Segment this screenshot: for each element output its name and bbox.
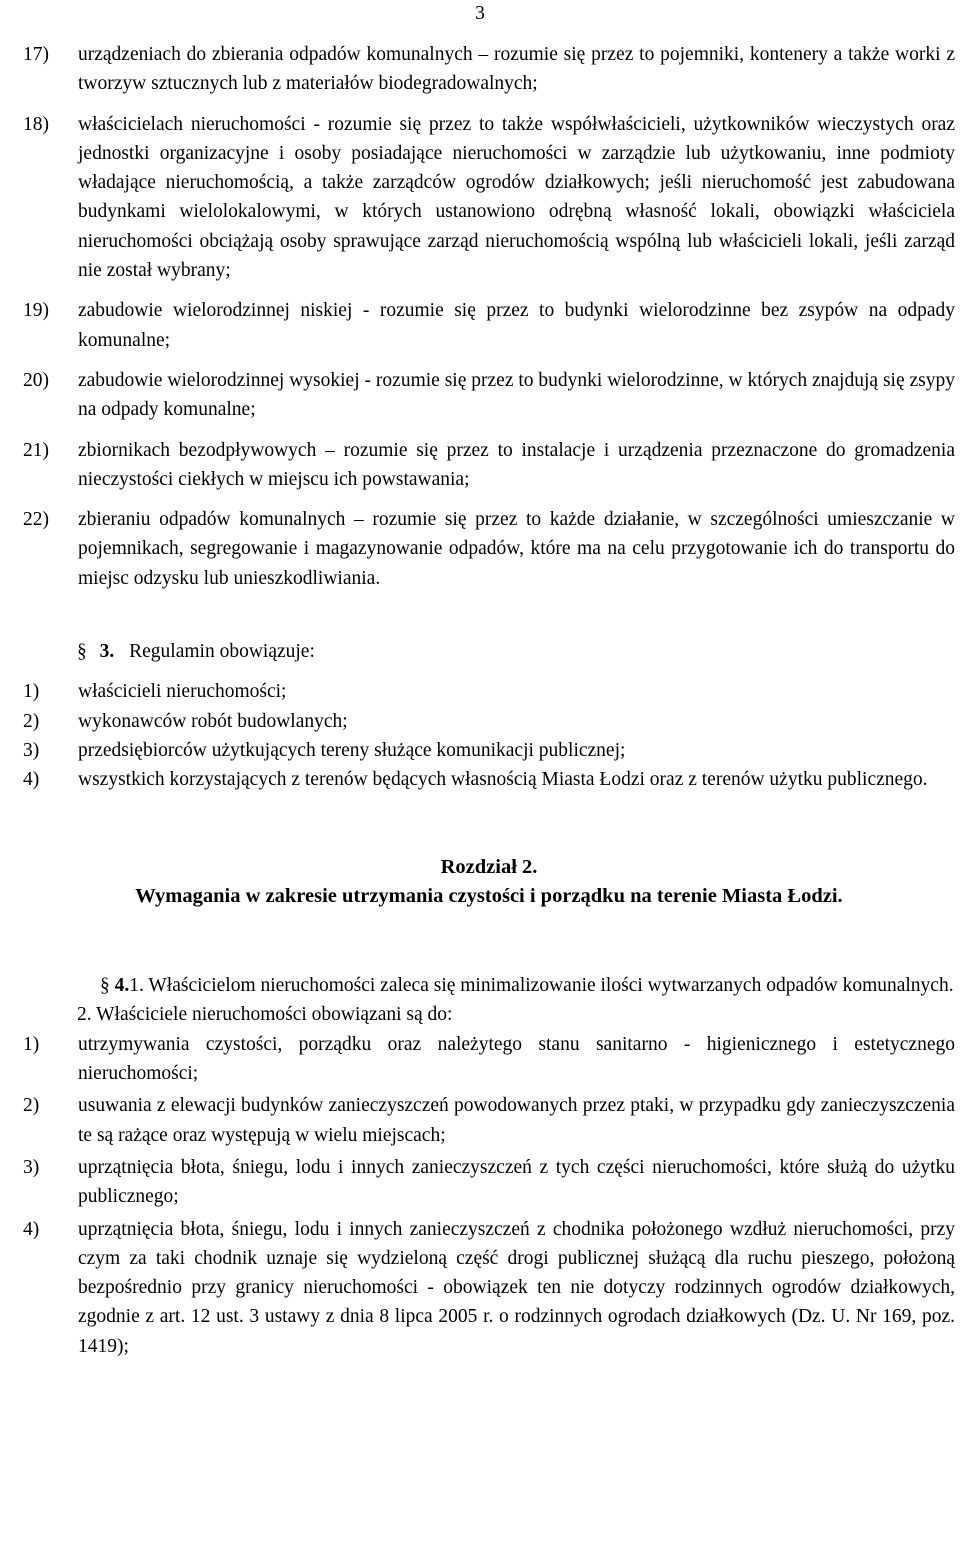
item-number: 22) (23, 509, 49, 531)
item-number: 4) (23, 769, 40, 791)
item-text: właścicieli nieruchomości; (78, 681, 287, 703)
item-number: 1) (23, 1033, 40, 1055)
paragraph-text: Właściciele nieruchomości obowiązani są do: (96, 1004, 453, 1026)
section-4-paragraph-2 (23, 1000, 955, 1029)
chapter-heading (23, 853, 955, 912)
section-title: Regulamin obowiązuje: (129, 641, 315, 663)
item-text: uprzątnięcia błota, śniegu, lodu i innych zanieczyszczeń z tych części nieruchomości, które służą do użytku publicznego; (78, 1156, 955, 1208)
definition-item-22 (23, 505, 955, 593)
item-number: 18) (23, 113, 49, 135)
item-number: 3) (23, 739, 40, 761)
item-number: 2) (23, 710, 40, 732)
item-text: urządzeniach do zbierania odpadów komunalnych – rozumie się przez to pojemniki, kontenery a także worki z tworzyw sztucznych lub z materiałów biodegradowalnych; (78, 44, 955, 95)
paragraph-number: 1. (129, 975, 144, 997)
section-3-list (23, 677, 955, 794)
list-item (23, 1030, 955, 1089)
list-item (23, 736, 955, 765)
item-number: 17) (23, 44, 49, 65)
section-4-paragraph-1 (0, 971, 955, 1000)
section-3-heading (23, 637, 955, 666)
item-number: 2) (23, 1095, 40, 1117)
definition-item-18 (23, 110, 955, 286)
section-4-list (23, 1030, 955, 1361)
section-number: 3. (99, 641, 115, 663)
item-number: 1) (23, 681, 40, 703)
paragraph-sign: § (100, 975, 110, 997)
definition-item-17 (23, 40, 955, 99)
item-text: właścicielach nieruchomości - rozumie się przez to także współwłaścicieli, użytkowników wieczystych oraz jednostki organizacyjne i osoby posiadające nieruchomości w zarządzie lub użytkowaniu, inne podmioty władające nieruchomością, a także zarządców ogrodów działkowych; jeśli nieruchomość jest zabudowana budynkami wielolokalowymi, w których ustanowiono odrębną własność lokali, obowiązki właściciela nieruchomości obciążają osoby sprawujące zarząd nieruchomością wspólną lub właścicieli lokali, jeśli zarząd nie został wybrany; (78, 113, 955, 282)
item-number: 19) (23, 300, 49, 322)
item-text: usuwania z elewacji budynków zanieczyszczeń powodowanych przez ptaki, w przypadku gdy zanieczyszczenia te są rażące oraz występują w wielu miejscach; (78, 1095, 955, 1146)
item-number: 3) (23, 1156, 40, 1178)
list-item (23, 707, 955, 736)
definition-item-21 (23, 436, 955, 495)
document-body (23, 40, 955, 1364)
item-text: przedsiębiorców użytkujących tereny służące komunikacji publicznej; (78, 739, 626, 761)
item-text: zbiornikach bezodpływowych – rozumie się przez to instalacje i urządzenia przeznaczone do gromadzenia nieczystości ciekłych w miejscu ich powstawania; (78, 439, 955, 490)
paragraph-sign: § (77, 641, 87, 663)
item-text: utrzymywania czystości, porządku oraz należytego stanu sanitarno - higienicznego i estetycznego nieruchomości; (78, 1033, 955, 1085)
item-text: zabudowie wielorodzinnej wysokiej - rozumie się przez to budynki wielorodzinne, w których znajdują się zsypy na odpady komunalne; (78, 369, 955, 421)
chapter-label: Rozdział 2. (440, 855, 538, 878)
paragraph-number: 2. (77, 1004, 92, 1026)
list-item (23, 677, 955, 706)
list-item (23, 1091, 955, 1150)
list-item (23, 1153, 955, 1212)
item-number: 21) (23, 439, 49, 461)
item-text: zabudowie wielorodzinnej niskiej - rozumie się przez to budynki wielorodzinne bez zsypów na odpady komunalne; (78, 300, 955, 351)
item-text: wszystkich korzystających z terenów będących własnością Miasta Łodzi oraz z terenów użytku publicznego. (78, 769, 928, 791)
definition-item-20 (23, 366, 955, 425)
definition-item-19 (23, 296, 955, 355)
item-number: 20) (23, 369, 49, 391)
paragraph-text: Właścicielom nieruchomości zaleca się minimalizowanie ilości wytwarzanych odpadów komunalnych. (148, 975, 954, 997)
item-number: 4) (23, 1218, 40, 1240)
section-number: 4. (114, 975, 130, 997)
item-text: wykonawców robót budowlanych; (78, 710, 348, 732)
item-text: zbieraniu odpadów komunalnych – rozumie się przez to każde działanie, w szczególności umieszczanie w pojemnikach, segregowanie i magazynowanie odpadów, które ma na celu przygotowanie ich do transportu do miejsc odzysku lub unieszkodliwiania. (78, 509, 955, 589)
item-text: uprzątnięcia błota, śniegu, lodu i innych zanieczyszczeń z chodnika położonego wzdłuż nieruchomości, przy czym za taki chodnik uznaje się wydzieloną część drogi publicznej służącą dla ruchu pieszego, położoną bezpośrednio przy granicy nieruchomości - obowiązek ten nie dotyczy rodzinnych ogrodów działkowych, zgodnie z art. 12 ust. 3 ustawy z dnia 8 lipca 2005 r. o rodzinnych ogrodach działkowych (Dz. U. Nr 169, poz. 1419); (78, 1218, 955, 1357)
list-item (23, 765, 955, 794)
chapter-title: Wymagania w zakresie utrzymania czystości i porządku na terenie Miasta Łodzi. (135, 884, 843, 907)
page-number: 3 (475, 3, 485, 24)
list-item (23, 1215, 955, 1361)
